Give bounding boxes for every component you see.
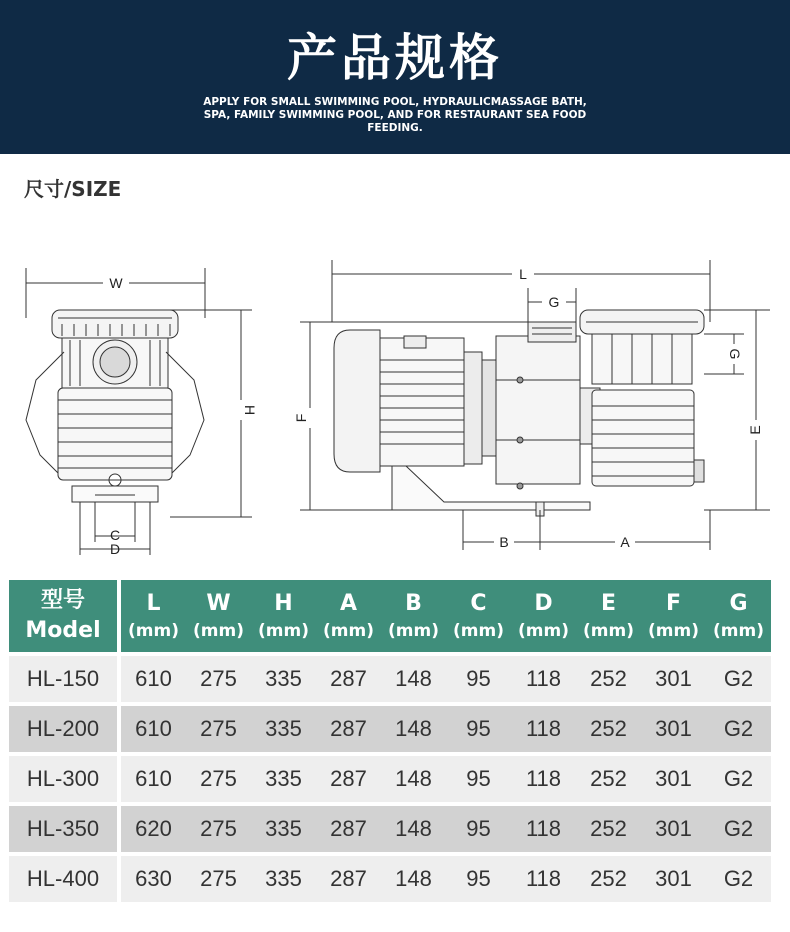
value-cell: 610	[121, 756, 186, 802]
value-cell: 252	[576, 656, 641, 702]
column-letter: C	[470, 591, 487, 616]
value-cell: 118	[511, 756, 576, 802]
value-cell: 287	[316, 756, 381, 802]
value-cell: 335	[251, 856, 316, 902]
column-header-a	[316, 580, 381, 652]
value-cell: 252	[576, 806, 641, 852]
label-g-side: G	[727, 348, 743, 360]
value-cell: 335	[251, 706, 316, 752]
column-letter: F	[665, 591, 682, 616]
value-cell: 275	[186, 656, 251, 702]
value-cell: 95	[446, 756, 511, 802]
value-cell: 287	[316, 656, 381, 702]
value-cell: 301	[641, 756, 706, 802]
label-g-top: G	[548, 294, 560, 310]
column-header-g	[706, 580, 771, 652]
value-cell: 287	[316, 806, 381, 852]
model-cell: HL-350	[9, 806, 121, 852]
column-header-b	[381, 580, 446, 652]
model-cell: HL-200	[9, 706, 121, 752]
value-cell: 252	[576, 706, 641, 752]
model-cell: HL-150	[9, 656, 121, 702]
value-cell: G2	[706, 806, 771, 852]
column-header-w	[186, 580, 251, 652]
column-header-c	[446, 580, 511, 652]
value-cell: 95	[446, 706, 511, 752]
banner-title: 产品规格	[287, 29, 503, 87]
value-cell: 335	[251, 656, 316, 702]
value-cell: 610	[121, 706, 186, 752]
column-header-e	[576, 580, 641, 652]
value-cell: 610	[121, 656, 186, 702]
model-header	[9, 580, 121, 652]
value-cell: 118	[511, 806, 576, 852]
column-letter: D	[534, 591, 553, 616]
value-cell: 275	[186, 756, 251, 802]
column-unit: (mm)	[713, 621, 764, 641]
model-cell: HL-400	[9, 856, 121, 902]
table-row	[9, 756, 771, 802]
column-letter: B	[405, 591, 422, 616]
model-header-en: Model	[25, 618, 101, 643]
label-c: C	[109, 527, 121, 543]
value-cell: G2	[706, 656, 771, 702]
pump-dimension-drawing	[0, 240, 790, 570]
value-cell: 301	[641, 706, 706, 752]
value-cell: 118	[511, 856, 576, 902]
column-header-d	[511, 580, 576, 652]
value-cell: 148	[381, 756, 446, 802]
value-cell: 335	[251, 806, 316, 852]
column-letter: E	[600, 591, 617, 616]
value-cell: 95	[446, 656, 511, 702]
value-cell: 335	[251, 756, 316, 802]
value-cell: 252	[576, 756, 641, 802]
column-header-h	[251, 580, 316, 652]
value-cell: 95	[446, 856, 511, 902]
column-unit: (mm)	[128, 621, 179, 641]
label-d: D	[109, 541, 121, 557]
column-unit: (mm)	[453, 621, 504, 641]
table-row	[9, 656, 771, 702]
value-cell: 148	[381, 656, 446, 702]
value-cell: 275	[186, 706, 251, 752]
column-unit: (mm)	[583, 621, 634, 641]
value-cell: 252	[576, 856, 641, 902]
column-letter: G	[729, 591, 748, 616]
column-unit: (mm)	[388, 621, 439, 641]
value-cell: G2	[706, 856, 771, 902]
label-f: F	[293, 413, 309, 423]
label-l: L	[519, 266, 527, 282]
label-a: A	[620, 534, 630, 550]
model-cell: HL-300	[9, 756, 121, 802]
column-letter: A	[339, 591, 358, 616]
value-cell: 95	[446, 806, 511, 852]
column-letter: H	[274, 591, 293, 616]
spec-table	[9, 576, 771, 906]
value-cell: 287	[316, 856, 381, 902]
label-b: B	[499, 534, 509, 550]
header-banner	[0, 0, 790, 154]
column-header-l	[121, 580, 186, 652]
spec-table-header	[9, 580, 771, 652]
value-cell: 287	[316, 706, 381, 752]
column-unit: (mm)	[323, 621, 374, 641]
value-cell: 301	[641, 856, 706, 902]
column-letter: W	[206, 591, 231, 616]
column-unit: (mm)	[518, 621, 569, 641]
value-cell: 275	[186, 806, 251, 852]
column-unit: (mm)	[258, 621, 309, 641]
size-section-title: 尺寸/SIZE	[24, 177, 122, 201]
banner-subtitle: APPLY FOR SMALL SWIMMING POOL, HYDRAULICMASSAGE BATH, SPA, FAMILY SWIMMING POOL, AND FOR RESTAURANT SEA FOOD FEEDING.	[203, 96, 587, 134]
value-cell: 118	[511, 706, 576, 752]
value-cell: 118	[511, 656, 576, 702]
value-cell: 620	[121, 806, 186, 852]
table-row	[9, 706, 771, 752]
value-cell: 301	[641, 806, 706, 852]
column-letter: L	[146, 591, 161, 616]
value-cell: 148	[381, 706, 446, 752]
column-header-f	[641, 580, 706, 652]
label-h: H	[242, 404, 258, 416]
pump-front-view	[26, 268, 252, 555]
column-unit: (mm)	[193, 621, 244, 641]
label-e: E	[747, 425, 763, 435]
value-cell: 630	[121, 856, 186, 902]
model-header-cn: 型号	[40, 588, 85, 613]
table-row	[9, 856, 771, 902]
value-cell: G2	[706, 706, 771, 752]
value-cell: 301	[641, 656, 706, 702]
label-w: W	[109, 275, 123, 291]
value-cell: 148	[381, 806, 446, 852]
table-row	[9, 806, 771, 852]
value-cell: 148	[381, 856, 446, 902]
column-unit: (mm)	[648, 621, 699, 641]
value-cell: G2	[706, 756, 771, 802]
pump-side-view	[300, 260, 770, 550]
value-cell: 275	[186, 856, 251, 902]
